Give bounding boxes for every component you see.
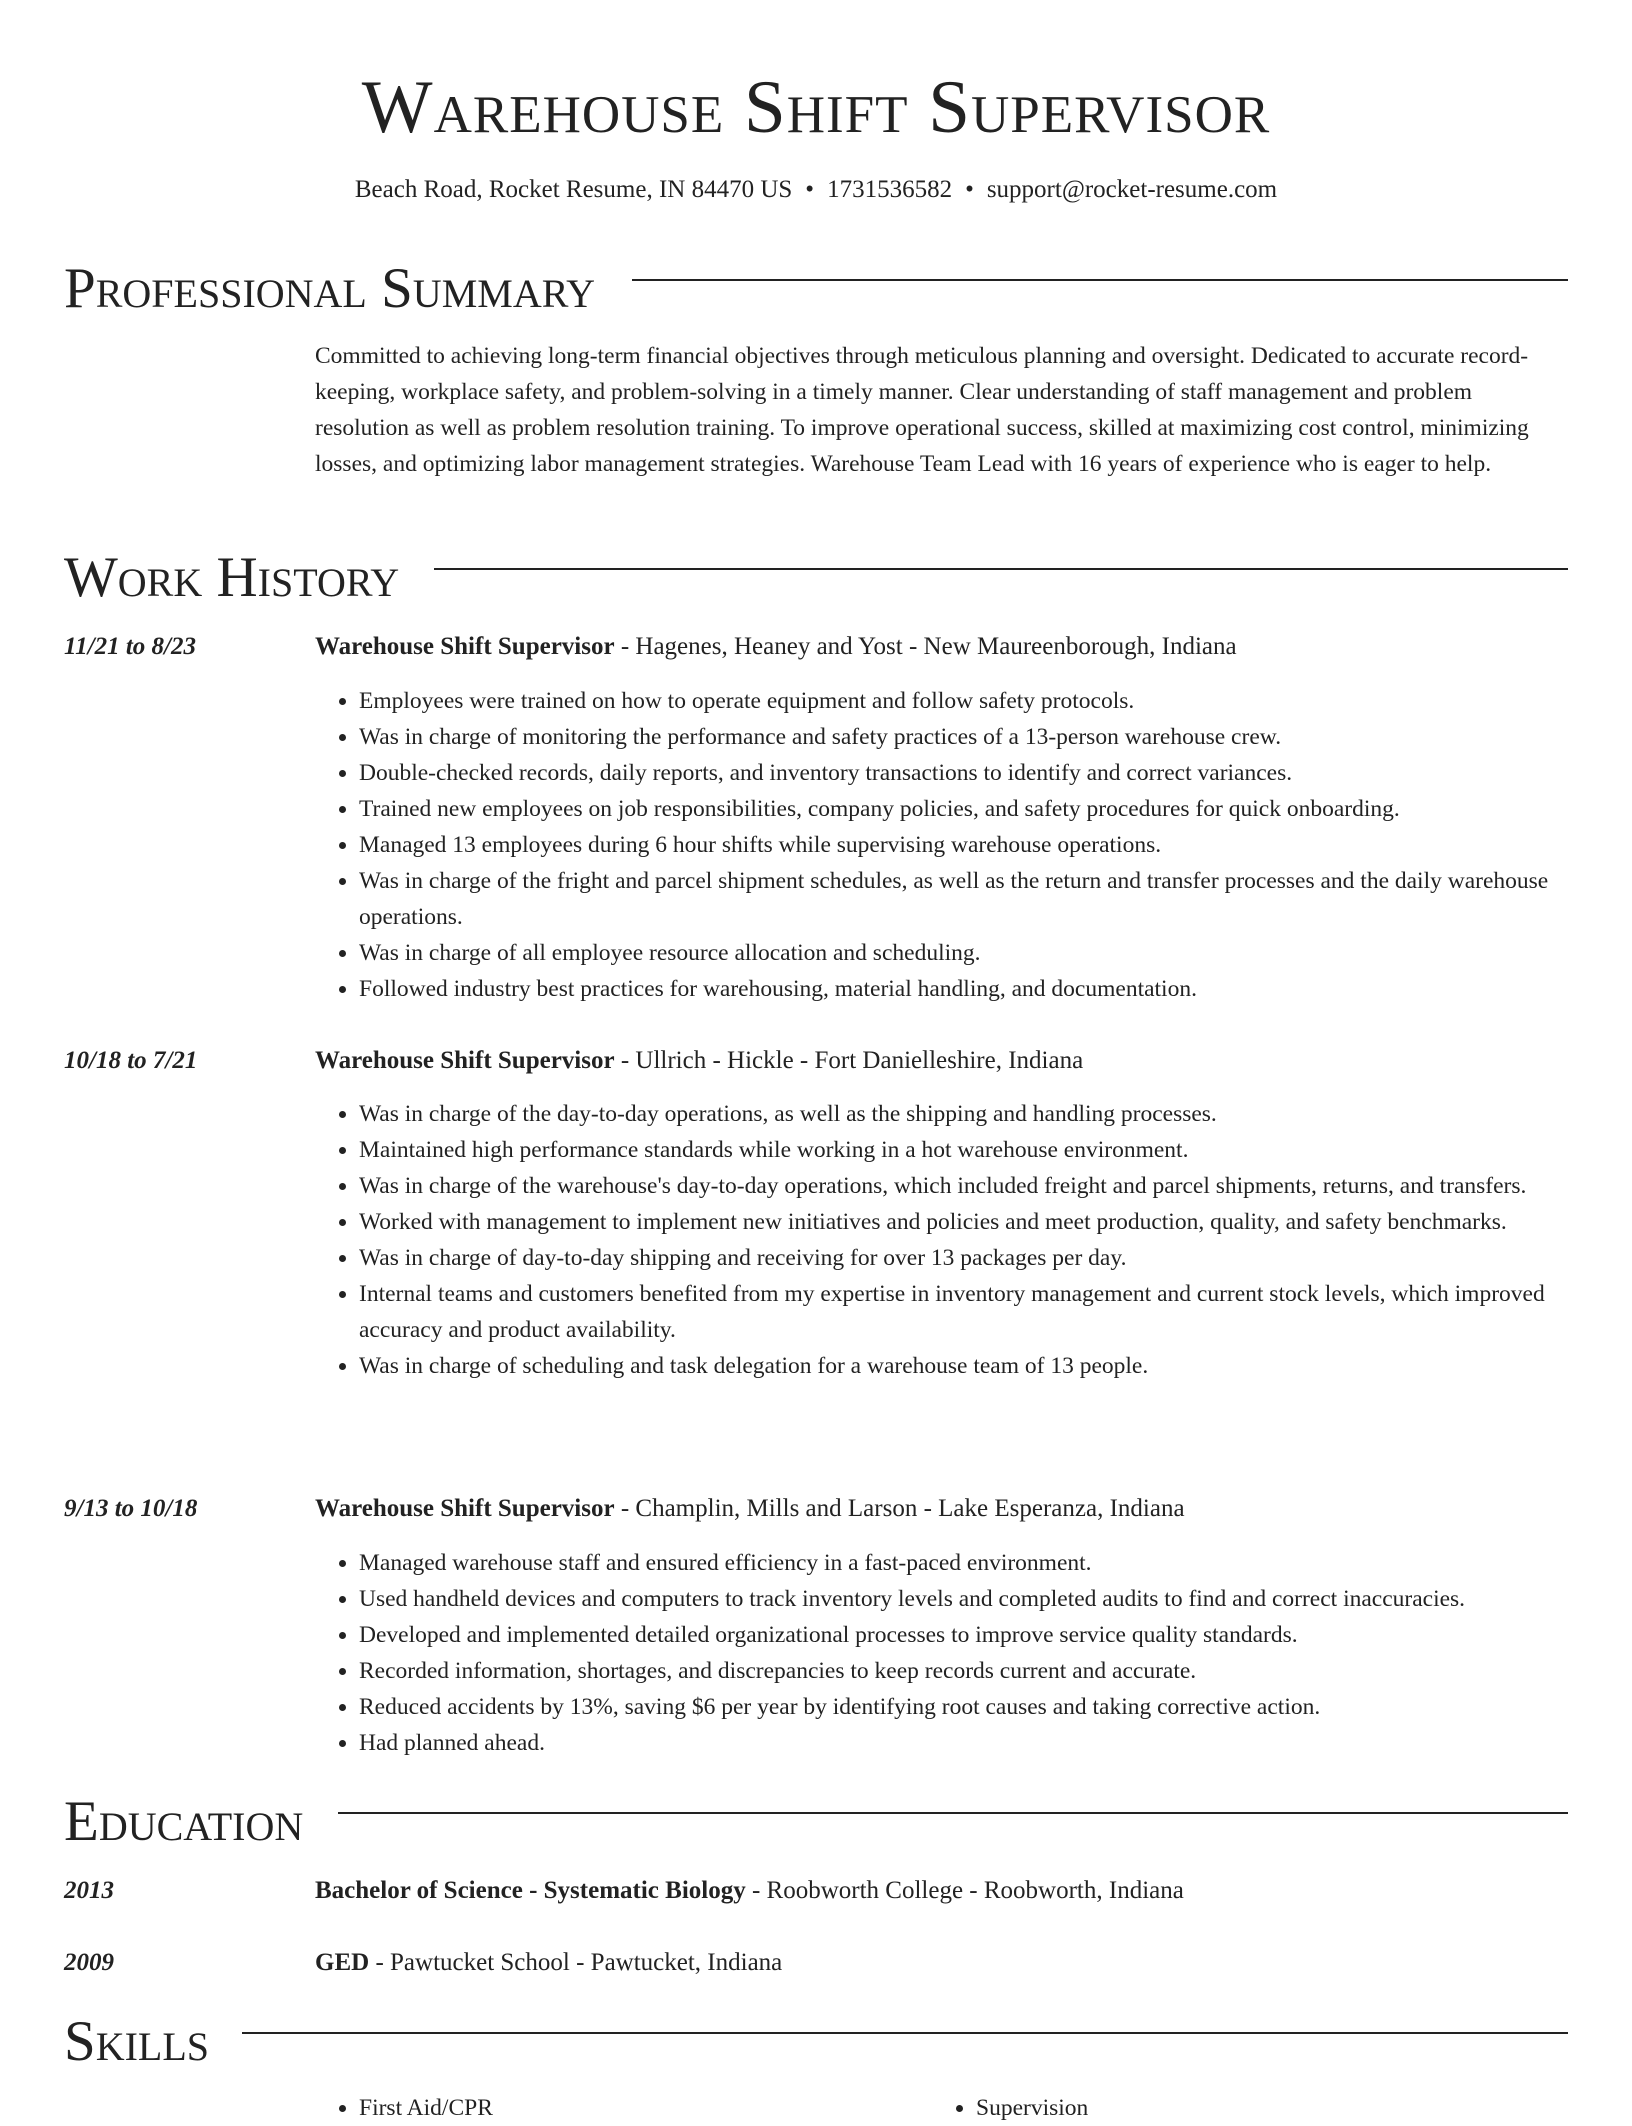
- list-item: • Managed warehouse staff and ensured efficiency in a fast-paced environment.: [359, 1545, 1568, 1581]
- job-employer: - Hagenes, Heaney and Yost - New Maureenborough, Indiana: [614, 633, 1237, 660]
- list-item: • Reduced accidents by 13%, saving $6 per year by identifying root causes and taking corrective action.: [359, 1689, 1568, 1725]
- section-header-work-history: [64, 546, 1568, 610]
- section-title-summary: Professional Summary: [64, 257, 596, 320]
- list-item: • Worked with management to implement new initiatives and policies and meet production, quality, and safety benchmarks.: [359, 1204, 1568, 1240]
- job-bullets: [315, 683, 1568, 1007]
- section-title-education: Education: [64, 1790, 304, 1853]
- contact-line: [0, 172, 1632, 208]
- list-item: • Double-checked records, daily reports, and inventory transactions to identify and correct variances.: [359, 755, 1568, 791]
- list-item: • Recorded information, shortages, and discrepancies to keep records current and accurate.: [359, 1653, 1568, 1689]
- list-item: • Maintained high performance standards while working in a hot warehouse environment.: [359, 1132, 1568, 1168]
- job-employer: - Ullrich - Hickle - Fort Danielleshire, Indiana: [614, 1047, 1084, 1074]
- section-header-skills: [64, 2010, 1568, 2074]
- education-year: 2013: [64, 1877, 114, 1904]
- contact-phone: 1731536582: [827, 176, 953, 203]
- list-item: • Was in charge of scheduling and task delegation for a warehouse team of 13 people.: [359, 1348, 1568, 1384]
- list-item: • Was in charge of the warehouse's day-to-day operations, which included freight and parcel shipments, returns, and transfers.: [359, 1168, 1568, 1204]
- job-heading: [315, 1043, 1568, 1079]
- section-header-summary: [64, 257, 1568, 321]
- contact-separator: •: [965, 176, 974, 203]
- list-item: • Was in charge of the fright and parcel shipment schedules, as well as the return and transfer processes and the daily warehouse operations.: [359, 863, 1568, 935]
- job-dates: 9/13 to 10/18: [64, 1495, 198, 1522]
- list-item: • Had planned ahead.: [359, 1725, 1568, 1761]
- section-divider: [434, 568, 1568, 570]
- job-bullets: [315, 1096, 1568, 1384]
- section-header-education: [64, 1790, 1568, 1854]
- job-heading: [315, 1491, 1568, 1527]
- resume-name: Warehouse Shift Supervisor: [361, 66, 1271, 149]
- job-title: Warehouse Shift Supervisor: [315, 1047, 615, 1074]
- summary-text: Committed to achieving long-term financial objectives through meticulous planning and oversight. Dedicated to accurate record-keeping, workplace safety, and problem-solving in a timely manner. Clear understanding of staff management and problem resolution as well as problem resolution training. To improve operational success, skilled at maximizing cost control, minimizing losses, and optimizing labor management strategies. Warehouse Team Lead with 16 years of experience who is eager to help.: [315, 343, 1529, 477]
- education-entry: [315, 1873, 1568, 1909]
- list-item: • Internal teams and customers benefited from my expertise in inventory management and current stock levels, which improved accuracy and product availability.: [359, 1276, 1568, 1348]
- list-item: • Employees were trained on how to operate equipment and follow safety protocols.: [359, 683, 1568, 719]
- list-item: • Was in charge of monitoring the performance and safety practices of a 13-person warehouse crew.: [359, 719, 1568, 755]
- job-title: Warehouse Shift Supervisor: [315, 633, 615, 660]
- education-year: 2009: [64, 1949, 114, 1976]
- section-divider: [338, 1812, 1568, 1814]
- education-school: - Pawtucket School - Pawtucket, Indiana: [369, 1949, 783, 1976]
- section-title-work-history: Work History: [64, 546, 400, 609]
- job-bullets: [315, 1545, 1568, 1761]
- list-item: • Used handheld devices and computers to track inventory levels and completed audits to find and correct inaccuracies.: [359, 1581, 1568, 1617]
- list-item: • Managed 13 employees during 6 hour shifts while supervising warehouse operations.: [359, 827, 1568, 863]
- skill-item: • First Aid/CPR: [359, 2090, 493, 2126]
- job-employer: - Champlin, Mills and Larson - Lake Esperanza, Indiana: [614, 1495, 1185, 1522]
- skills-list-left: [315, 2090, 493, 2126]
- job-dates: 11/21 to 8/23: [64, 633, 196, 660]
- education-degree: GED: [315, 1949, 370, 1976]
- skills-list-right: [932, 2090, 1088, 2126]
- job-heading: [315, 629, 1568, 665]
- contact-address: Beach Road, Rocket Resume, IN 84470 US: [354, 176, 793, 203]
- list-item: • Was in charge of day-to-day shipping and receiving for over 13 packages per day.: [359, 1240, 1568, 1276]
- contact-email: support@rocket-resume.com: [986, 176, 1278, 203]
- section-divider: [242, 2032, 1568, 2034]
- education-degree: Bachelor of Science - Systematic Biology: [315, 1877, 746, 1904]
- list-item: • Trained new employees on job responsibilities, company policies, and safety procedures for quick onboarding.: [359, 791, 1568, 827]
- list-item: • Developed and implemented detailed organizational processes to improve service quality standards.: [359, 1617, 1568, 1653]
- contact-separator: •: [805, 176, 815, 203]
- skill-item: • Supervision: [976, 2090, 1088, 2126]
- job-title: Warehouse Shift Supervisor: [315, 1495, 615, 1522]
- section-title-skills: Skills: [64, 2010, 210, 2073]
- list-item: • Was in charge of the day-to-day operations, as well as the shipping and handling processes.: [359, 1096, 1568, 1132]
- education-school: - Roobworth College - Roobworth, Indiana: [745, 1877, 1184, 1904]
- list-item: • Followed industry best practices for warehousing, material handling, and documentation.: [359, 971, 1568, 1007]
- section-divider: [632, 279, 1568, 281]
- education-entry: [315, 1945, 1568, 1981]
- job-dates: 10/18 to 7/21: [64, 1047, 198, 1074]
- list-item: • Was in charge of all employee resource allocation and scheduling.: [359, 935, 1568, 971]
